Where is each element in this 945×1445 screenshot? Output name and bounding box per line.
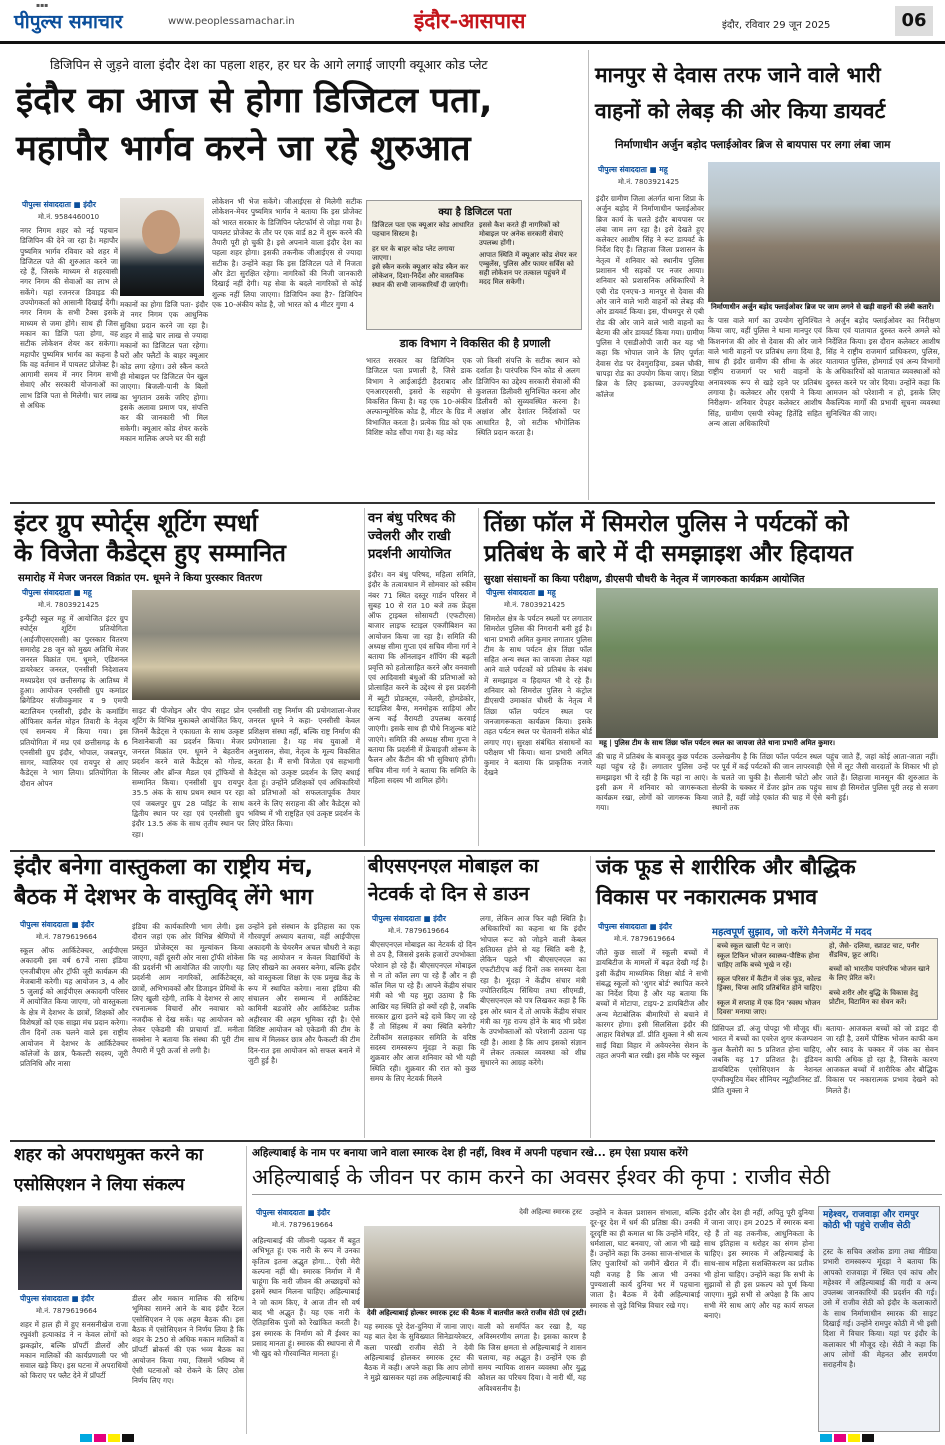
cadets-award-photo bbox=[132, 590, 360, 700]
story4-headline-3[interactable]: प्रदर्शनी आयोजित bbox=[368, 547, 451, 562]
story10-body-col2: यह स्मारक पूरे देश-दुनिया में जाना जाए। यह बात देश के सुविख्यात सिनेडायरेक्टर, कला पारखी राजीव सेठी ने देवी अहिल्याबाई होलकर स्मारक ट्रस्ट की बैठक में कही। अपने कहा कि आप लोगों ने मुझे खासकर यहां तक अहिल्याबाई की bbox=[364, 1322, 474, 1383]
story1-body-col5: जो किसी संपत्ति के सटीक स्थान को दर्शाता है। पारंपरिक पिन कोड से अलग डिजिपिन का उद्देश्य सरकारी सेवाओं की कुशलता डिलीवरी सुनिश्चित करना और डिलीवरी को सुव्यवस्थित करना है। अक्षांश और देशांतर निर्देशांकों पर आधारित है, जो सटीक भौगोलिक स्थिति प्रदान करता है। bbox=[476, 356, 580, 438]
sidebar-body: ट्रस्ट के सचिव अशोक डागा तथा मीडिया प्रभारी रामस्वरूप मूंदड़ा ने बताया कि आपको राजवाड़ा में स्थित एवं कांच और महेश्वर में अहिल्याबाई की गादी व अन्य उपलब्ध जानकारियों की प्रदर्शन की गई। उसे में राजीव सेठी को इंदौर के कलाकारों के साथ निर्माणाधीन स्मारक की साइट दिखाई गई। उन्होंने रामपुर कोठी में भी इसी दिशा में विचार किया। यहां पर इंदौर के कलाकार भी मौजूद रहे। सेठी ने कहा कि आप लोगों की मेहनत और समर्पण सराहनीय है। bbox=[823, 1247, 937, 1370]
story2-byline: पीपुल्स संवाददाता ■ महू bbox=[598, 165, 668, 174]
story10-side-label: देवी अहिल्या स्मारक ट्रस्ट bbox=[519, 1208, 582, 1216]
story1-body-col1: नगर निगम शहर को नई पहचान डिजिपिन की देने जा रहा है। महापौर पुष्यमित्र भार्गव रविवार को शहर में डिजिटल पते की शुरुआत करने जा रहे हैं, जिसके माध्यम से शहरवासी नगर निगम की सेवाओं का लाभ ले सकेंगे। यहां रजनरज डिवाइड की उपयोगकर्ता को आसानी दिखाई देंगी। नगर निगम के सभी टैक्स इसके माध्यम से जमा होंगे। साथ ही जिस मकान का डिजि पता होगा, वह सटीक लोकेशन शेयर कर सकेगा। महापौर पुष्यमित्र भार्गव का कहना है कि वह वर्तमान में पायलट प्रोजेक्ट है। आगामी समय में नगर निगम सभी सेवाएं और सरकारी योजनाओं का लाभ डिजि पता से मिलेगी। चार लाख से अधिक bbox=[20, 226, 118, 411]
story1-body-col4: भारत सरकार का डिजिपिन एक डिजिटल पता प्रणाली है, जिसे डाक विभाग ने आईआईटी हैदराबाद और एनआरएससी, इसरो के सहयोग से विकसित किया है। यह एक 10-अंकीय अल्फान्यूमेरिक कोड है, मीटर के ग्रिड में विभाजित करता है। प्रत्येक ग्रिड को एक विशिष्ट कोड सौंपा गया है। यह कोड bbox=[366, 356, 472, 438]
story5-body-col4: पहुंच जाते हैं, जहां कोई आता-जाता नहीं। ऐसे में लूट जैसी वारदातों के शिकार भी हो जाते हैं। लिहाजा मानसून की शुरुआत के साथ ही सिमरोल पुलिस पूरी तरह से सजग बनी हुई। bbox=[826, 752, 938, 803]
story9-byline: पीपुल्स संवाददाता ■ इंदौर bbox=[20, 1294, 94, 1303]
story3-mobile: मो.नं. 7803921425 bbox=[38, 601, 100, 609]
column-divider bbox=[364, 508, 365, 846]
registration-mark-cyan bbox=[80, 1434, 92, 1442]
website-url[interactable]: www.peoplessamachar.in bbox=[168, 16, 295, 27]
tip-right-1: हो, जैसे- दलिया, स्प्राउट चाट, पनीर सैंडविच, फ्रूट आदि। bbox=[829, 942, 920, 959]
date-line: इंदौर, रविवार 29 जून 2025 bbox=[722, 20, 831, 31]
registration-mark-magenta bbox=[834, 1434, 846, 1442]
story8-body-col3: बताया- आजकल बच्चों को जो डाइट दी जा रही है, उसमें पौष्टिक भोजन काफी कम और स्वाद के चक्कर में जंक का सेवन काफी अधिक हो रहा है, जिसके कारण आजकल बच्चों में शारीरिक और बौद्धिक विकास पर नकारात्मक प्रभाव देखने को मिलते हैं। bbox=[826, 1024, 938, 1095]
story7-body-col1: बीएसएनएल मोबाइल का नेटवर्क दो दिन से ठप है, जिससे इसके हजारों उपभोक्ता परेशान हो रहे हैं। बीएसएनएल मोबाइल से न तो कॉल लग पा रहे हैं और न ही कॉल मिल पा रहे हैं। आपने केंद्रीय संचार मंत्री को भी यह मुद्दा उठाया है कि आखिर यह स्थिति हो क्यों रही है, जबकि सरकार द्वारा इतने बड़े दावे किए जा रहे हैं तो सिंहस्थ में क्या स्थिति बनेगी? टेलीकॉम सलाहकार समिति के वरिष्ठ सदस्य रामस्वरूप मूंदड़ा ने कहा कि शुक्रवार और आज शनिवार को भी यही स्थिति रही। शुक्रवार की रात को कुछ समय के लिए नेटवर्क मिलने bbox=[370, 940, 476, 1083]
story5-body-col2: की चाह में प्रतिबंध के बावजूद कुछ पर्यटक यहां पहुंच रहे हैं। लगातार पुलिस उन्हें समझाइश भी दे रही है कि यहां ना आएं। इसी क्रम में शनिवार को जागरूकता कार्यक्रम रखा, लोगों को जागरूक किया गया। bbox=[596, 752, 708, 813]
story2-headline-2[interactable]: वाहनों को लेबड़ की ओर किया डायवर्ट bbox=[595, 99, 886, 123]
story6-headline-1[interactable]: इंदौर बनेगा वास्तुकला का राष्ट्रीय मंच, bbox=[14, 855, 313, 880]
story10-body-col4: उन्होंने न केवल प्रशासन संभाला, बल्कि दूर-दूर देश में धर्म की प्रतिष्ठा की। उनकी दूरदृष्टि का ही कमाल था कि उन्होंने मंदिर, धर्मशाला, घाट बनवाए, जो आज भी खड़े हैं। उन्होंने कहा कि उनका साज-संभाल के लिए पुजारियों को जमीनें खैरात में दीं। यही वजह है कि आज भी उनका पुण्यशाली कार्य दुनिया भर में पहचाना जाता है। बैठक में देवी अहिल्याबाई स्मारक से जुड़े विभिन्न विचार रखे गए। bbox=[590, 1208, 700, 1310]
section-rule bbox=[10, 502, 935, 504]
story7-byline: पीपुल्स संवाददाता ■ इंदौर bbox=[372, 914, 446, 923]
association-group-photo bbox=[18, 1206, 242, 1290]
police-tincha-fall-photo bbox=[596, 588, 938, 738]
story8-deck: महत्वपूर्ण सुझाव, जो करेंगे मैनेजमेंट में मदद bbox=[712, 927, 872, 938]
story1-byline: पीपुल्स संवाददाता ■ इंदौर bbox=[22, 200, 96, 209]
registration-mark-black bbox=[122, 1434, 134, 1442]
story7-body-col2: लगा, लेकिन आज फिर वही स्थिति है। अधिकारियों का कहना था कि इंदौर भोपाल रूट को जोड़ने वाली केबल क्षतिग्रस्त होने से यह स्थिति बनी है, लेकिन पहले भी बीएसएनएल का एफटीटीएच कई दिनों तक समस्या देता रहा है। मूंदड़ा ने केंद्रीय संचार मंत्री ज्योतिरादित्य सिंधिया तथा सीएमडी, बीएसएनएल को पत्र लिखकर कहा है कि इस ओर ध्यान दें तो आपके केंद्रीय संचार मंत्री का गृह राज्य होने के बाद भी प्रदेश के उपभोक्ताओं को परेशानी उठाना पड़ रही है। आशा है कि आप इसको संज्ञान में लेकर तत्काल व्यवस्था को शीघ्र सुधारने का आग्रह करेंगे। bbox=[480, 914, 586, 1068]
sidebar-box bbox=[818, 1206, 940, 1432]
story3-byline: पीपुल्स संवाददाता ■ महू bbox=[22, 588, 92, 597]
info-box-right-2: आपात स्थिति में क्यूआर कोड शेयर कर एम्बुलेंस, पुलिस और फायर सर्विस को सही लोकेशन पर तत्काल पहुंचने में मदद मिल सकेगी। bbox=[479, 251, 577, 286]
story2-deck: निर्माणाधीन अर्जुन बड़ोद फ्लाईओवर ब्रिज से बायपास पर लगा लंबा जाम bbox=[615, 139, 891, 151]
section-title: इंदौर-आसपास bbox=[414, 9, 526, 33]
registration-mark-cyan bbox=[820, 1434, 832, 1442]
column-divider bbox=[364, 856, 365, 1138]
traffic-jam-photo bbox=[708, 162, 940, 302]
story5-photo-caption: महू | पुलिस टीम के साथ तिंछा फॉल पर्यटन स्थल का जायजा लेते थाना प्रभारी अमित कुमार। bbox=[596, 738, 938, 749]
page-number: 06 bbox=[895, 6, 933, 36]
paper-logo[interactable]: पीपुल्स समाचार bbox=[14, 11, 123, 33]
mayor-portrait-photo bbox=[120, 198, 204, 296]
story2-body-col1: इंदौर ग्रामीण जिला अंतर्गत थाना शिप्रा के अर्जुन बड़ोद में निर्माणाधीन फ्लाईओवर ब्रिज कार्य के चलते इंदौर बायपास पर लंबा जाम लग रहा है। इसे देखते हुए कलेक्टर आशीष सिंह ने रूट डायवर्ट के निर्देश दिए हैं। लिहाजा जिला प्रशासन के नेतृत्व में शनिवार को स्थानीय पुलिस प्रशासन भी सड़कों पर नजर आया। शनिवार को प्रशासनिक अधिकारियों ने एबी रोड एनएच-3 मानपुर से देवास की ओर जाने वाले भारी वाहनों को लेबड़ की ओर डायवर्ट किया। इस, पीथमपुर से एबी रोड की ओर जाने वाले भारी वाहनों का बेटमा की ओर डायवर्ट किया गया। ग्रामीण पुलिस ने एसडीओपी जारी कर यह भी कहा कि भोपाल जाने के लिए पूर्णतः देवास रोड पर देवगुराड़िया, डबल चौकी, चापड़ा रोड का उपयोग किया जाए। शिप्रा ब्रिज के लिए इकाच्या, उज्ज्यपुरिया कॉलेज bbox=[596, 194, 704, 399]
story1-body-col2: मकानों का होगा डिजि पता- इंदौर में नगर निगम एक आधुनिक सुविधा प्रदान करने जा रहा है। शहर में साढ़े चार लाख से ज्यादा मकानों का डिजिटल पता रहेगा। घरों और फ्लैटों के बाहर क्यूआर कोड लगा रहेगा। उसे स्कैन करते ही मोबाइल पर डिजिटल पेन खुल जाएगा। बिजली-पानी के बिलों का भुगतान उसके जरिए होगा। इसके अलावा प्रमाण पत्र, संपत्ति कर की जानकारी भी मिल सकेगी। क्यूआर कोड शेयर करके मकान मालिक अपने घर की सही bbox=[120, 300, 208, 443]
story1-headline-2[interactable]: महापौर भार्गव करने जा रहे शुरुआत bbox=[16, 129, 471, 169]
story4-headline-1[interactable]: वन बंधु परिषद की bbox=[368, 511, 456, 526]
story5-body-col3: उल्लेखनीय है कि तिंछा फॉल पर्यटन स्थल पर पूर्व में कई पर्यटकों की जान लापरवाही के चलते जा चुकी है। सैलानी फोटो और सेल्फी के चक्कर में डेंजर झोन तक पहुंच जाते हैं, वहीं जोड़े एकांत की चाह में ऐसे स्थानों तक bbox=[712, 752, 822, 813]
story3-headline-1[interactable]: इंटर ग्रुप स्पोर्ट्स शूटिंग स्पर्धा bbox=[14, 509, 258, 537]
story5-body-col1: सिमरोल क्षेत्र के पर्यटन स्थलों पर लगातार सिमरोल पुलिस की निगरानी बनी हुई है। थाना प्रभारी अमित कुमार लगातार पुलिस टीम के साथ पर्यटन क्षेत्र तिंछा फॉल सहित अन्य स्थल का जायजा लेकर यहां आने वाले पर्यटकों को प्रतिबंध के संबंध में समझाइश व हिदायत भी दे रहे हैं। शनिवार को सिमरोल पुलिस ने कंट्रोल डीएसपी उमाकांत चौधरी के नेतृत्व में तिंछा फॉल पर्यटन स्थल पर जनजागरूकता कार्यक्रम किया। इसके तहत पर्यटन स्थल पर चेतावनी संकेत बोर्ड लगाए गए। सुरक्षा संबंधित संसाधनों का परीक्षण भी किया। थाना प्रभारी अमित कुमार ने बताया कि प्राकृतिक नजारे देखने bbox=[484, 614, 592, 778]
trust-meeting-photo bbox=[364, 1226, 586, 1308]
info-box-right-1: इससे कैश करते ही नागरिकों को मोबाइल पर अनेक सरकारी सेवाएं उपलब्ध होंगी। bbox=[479, 221, 564, 247]
column-divider bbox=[246, 1146, 247, 1434]
story10-byline: पीपुल्स संवाददाता ■ इंदौर bbox=[256, 1208, 330, 1217]
story1-body-col3: लोकेशन भी भेज सकेंगे। जीआईएस से मिलेगी सटीक लोकेशन-मेयर पुष्यमित्र भार्गव ने बताया कि इस प्रोजेक्ट को भारत सरकार के डिजिपिन प्लेटफॉर्म से जोड़ा गया है। पायलट प्रोजेक्ट के तौर पर एक वार्ड 82 में शुरू करने की तैयारी पूरी हो चुकी है। इसे अपनाने वाला इंदौर देश का पहला शहर होगा। इसकी तकनीक जीआईएस से ज्यादा सटीक है। उन्होंने कहा कि इस डिजिटल पते में निजता और डेटा सुरक्षित रहेगा। नागरिकों की निजी जानकारी दिखाई नहीं देगी। यह सेवा के बदले नागरिकों से कोई शुल्क नहीं लिया जाएगा। डिजिपिन क्या है?- डिजिपिन एक 10-अंकीय कोड है, जो भारत को 4 मीटर गुणा 4 bbox=[212, 197, 362, 309]
story3-deck: समारोह में मेजर जनरल विक्रांत एम. धूमने ने किया पुरस्कार वितरण bbox=[18, 573, 262, 584]
story9-headline-1[interactable]: शहर को अपराधमुक्त करने का bbox=[14, 1145, 203, 1165]
story10-body-col1: अहिल्याबाई की जीवनी पढ़कर मैं बहुत अभिभूत हूं। एक नारी के रूप में उनका कृतित्व इतना अद्भुत होगा... ऐसी मेरी कल्पना नहीं थी। स्मारक निर्माण में मैं चाहूंगा कि नारी जीवन की अच्छाइयों को इसमें स्थान मिलना चाहिए। अहिल्याबाई ने जो काम किए, वे आज तीन सौ वर्ष बाद भी अद्भुत हैं। यह एक नारी के ऐतिहासिक पुंजों को रेखांकित करती है। इस स्मारक के निर्माण को मैं ईश्वर का प्रसाद मानता हूं। स्मारक की स्थापना से मैं भी खुद को गौरवान्वित मानता हूं। bbox=[252, 1236, 360, 1359]
story10-body-col5: इंदौर और देश ही नहीं, अपितु पूरी दुनिया में जाना जाए। हम 2025 में स्मारक बना रहे हैं तो वह तकनीक, आधुनिकता के साथ इतिहास व धरोहर का संगम होना चाहिए। इस स्मारक में अहिल्याबाई के साथ-साथ महिला सशक्तिकरण का प्रतीक भी होना चाहिए। उन्होंने कहा कि सभी के सुझावों से ही इस प्रकल्प को पूर्ण किया जाएगा। मुझे सभी से अपेक्षा है कि आप सभी मेरे साथ आएं और यह कार्य सफल बनाएं। bbox=[704, 1208, 814, 1320]
logo-tagline-mark: ▪▪▪ bbox=[36, 2, 49, 9]
story1-subhead: डाक विभाग ने विकसित की है प्रणाली bbox=[399, 337, 551, 350]
story6-body-col2: इंडिया की कार्यकारिणी भाग लेगी। इस दौरान जहां एक ओर विभिन्न श्रेणियों में प्रस्तुत प्रोजेक्ट्स का मूल्यांकन किया जाएगा, वहीं दूसरी ओर नासा ट्रॉफी शोकेस की प्रदर्शनी भी आयोजित की जाएगी। यह प्रदर्शनी आम नागरिकों, आर्किटेक्ट्स, छात्रों, अभिभावकों और डिजाइन प्रेमियों के लिए खुली रहेगी, ताकि वे देशभर से आए रचनात्मक विचारों और नवाचार को नजदीक से देख सकें। यह आयोजन को लेकर एकेडमी की प्राचार्या डॉ. मनीता सक्सेना ने बताया कि संस्था की पूरी टीम तैयारी में पूरी ऊर्जा से लगी है। bbox=[132, 922, 244, 1055]
story6-mobile: मो.नं. 7879619664 bbox=[36, 933, 98, 941]
story8-body-col1: जीते कुछ सालों में स्कूली बच्चों में डायबिटीज के मामलों में बढ़त देखी गई है। इसी केंद्रीय माध्यमिक शिक्षा बोर्ड ने सभी संबद्ध स्कूलों को 'शुगर बोर्ड' स्थापित करने का निर्देश दिया है और यह बताया कि बच्चों में मोटापा, टाइप-2 डायबिटीज और अन्य मेटाबोलिक बीमारियों से बचाने में कारगर होगा। इसी सिलसिला इंदौर की आहार विशेषज्ञ डॉ. प्रीति शुक्ला ने श्री सत्य साईं विद्या विहार में अवेयरनेस सेशन के तहत अपनी बात रखी। इस मौके पर स्कूल bbox=[596, 948, 708, 1060]
story8-byline: पीपुल्स संवाददाता ■ इंदौर bbox=[598, 922, 672, 931]
section-rule bbox=[10, 850, 935, 852]
story2-body-col2: के पास वाले मार्ग का उपयोग सुनिश्चित किया जाए, वहीं पुलिस ने थाना मानपुर एवं किशनगंज की ओर से देवास की ओर जाने वाले भारी वाहनों पर प्रतिबंध लगा दिया है, साथ ही इंदौर ग्रामीण की सीमा के अंदर राष्ट्रीय राजमार्ग पर भारी वाहनों के अनावश्यक रूप से खड़े रहने पर प्रतिबंध लगाया है। कलेक्टर और एसपी ने किया निरीक्षण- शनिवार देपहर कलेक्टर आशीष सिंह, ग्रामीण एसपी स्पेक्ट्र हितेंद्रि सहित अन्य आला अधिकारियों bbox=[708, 316, 822, 428]
tip-left-1: बच्चे स्कूल खाली पेट न जाएं। bbox=[717, 942, 792, 950]
story10-photo-caption: देवी अहिल्याबाई होल्कर स्मारक ट्रस्ट की बैठक में बातचीत करते राजीव सेठी एवं ट्रस्टी। bbox=[364, 1308, 586, 1319]
story9-body-col2: डीलर और मकान मालिक की संदिग्ध भूमिका सामने आने के बाद इंदौर रेंटल एसोसिएशन ने एक अहम बैठक की। इस बैठक में एसोसिएशन ने निर्णय लिया है कि शहर के 250 से अधिक मकान मालिकों व प्रॉपर्टी ब्रोकर्स की एक भव्य बैठक का आयोजन किया गया, जिसमें भविष्य में ऐसी घटनाओं को रोकने के लिए ठोस निर्णय लिए गए। bbox=[132, 1294, 244, 1386]
registration-mark-yellow bbox=[848, 1434, 860, 1442]
story4-headline-2[interactable]: ज्वेलरी और राखी bbox=[368, 529, 451, 544]
story8-headline-1[interactable]: जंक फूड से शारीरिक और बौद्धिक bbox=[596, 855, 856, 879]
story4-body: इंदौर। वन बंधु परिषद, महिला समिति, इंदौर के तत्वावधान में सोमवार को स्कीम नंबर 71 स्थित दस्तूर गार्डन परिसर में सुबह 10 से रात 10 बजे तक फ्रेंड्स ऑफ ट्राइबल सोसायटी (एफटीएस) बाजार लाइफ स्टाइल एक्जीबिशन का आयोजन किया जा रहा है। समिति की अध्यक्ष सीमा गुप्ता एवं सचिव मीना गर्ग ने बताया कि ऑनलाइन शॉपिंग की बढ़ती प्रवृत्ति को हतोत्साहित करने और वनवासी एवं आदिवासी बंधुओं की प्रतिभाओं को प्रोत्साहित करने के उद्देश्य से इस प्रदर्शनी में ब्यूटी प्रोडक्ट्स, ज्वेलरी, होमडेकोर, स्टाइलिश बैग्स, मनमोहक साड़ियां और अन्य कई वैरायटी उपलब्ध करवाई जाएंगी। इसके साथ ही पौधे निःशुल्क बांटे जाएंगे। समिति की अध्यक्ष सीमा गुप्ता ने बताया कि प्रदर्शनी में फ्रेंचाइजी शोरूम के फैलन और कैंटीन की भी सुविधाएं होंगी। सचिव मीना गर्ग ने बताया कि समिति के महिला सदस्य भी शामिल होंगे। bbox=[368, 570, 476, 785]
story7-mobile: मो.नं. 7879619664 bbox=[388, 927, 450, 935]
story3-body-col2: साइट बी पीजोइन और पीप साइट प्रोन शूटिंग के विभिन्न मुकाबले आयोजित किए, जिनमें कैडेट्स ने एकाग्रता के साथ उत्कृष्ट निशानेबाजी का प्रदर्शन किया। मेजर जनरल विक्रांत एम. धूमने ने बेहतरीन प्रदर्शन करने वाले कैडेट्स को गोल्ड, सिल्वर और ब्रॉन्ज मैडल एवं ट्रॉफियों से सम्मानित किया। एनसीसी ग्रुप रायपुर 35.5 अंक के साथ प्रथम स्थान पर रहा एवं जबलपुर ग्रुप 28 प्वॉइंट के साथ द्वितीय स्थान पर रहा एवं एनसीसी ग्रुप इंदौर 13.5 अंक के साथ तृतीय स्थान पर रहा। bbox=[132, 706, 244, 839]
column-divider bbox=[588, 50, 589, 500]
story2-photo-caption: निर्माणाधीन अर्जुन बड़ोद फ्लाईओवर ब्रिज पर जाम लगने से खड़ी वाहनों की लंबी कतारें। bbox=[708, 302, 940, 313]
story8-body-col2: प्रिंसिपल डॉ. अंजु पोपट्टा भी मौजूद थीं। भारत में बच्चों का एवरेज शुगर कंजम्पशन कुल कैलोरी का 5 प्रतिशत होना चाहिए, जबकि यह 17 प्रतिशत है। इंडियन डायबिटिक एसोसिएशन के नेशनल एग्जीक्यूटिव मेंबर सीनियर न्यूट्रीशनिस्ट डॉ. प्रीति शुक्ला ने bbox=[712, 1024, 822, 1095]
story8-mobile: मो.नं. 7879619664 bbox=[614, 935, 676, 943]
info-box-left-3: इसे स्कैन करके क्यूआर कोड स्कैन कर लोकेशन, दिशा-निर्देश और वास्तविक स्थान की सभी जानकारियाँ दी जाएंगी। bbox=[372, 263, 469, 289]
section-rule bbox=[10, 1140, 935, 1142]
story6-headline-2[interactable]: बैठक में देशभर के वास्तुविद् लेंगे भाग bbox=[14, 885, 313, 910]
column-divider bbox=[590, 856, 591, 1138]
story2-headline-1[interactable]: मानपुर से देवास तरफ जाने वाले भारी bbox=[595, 63, 881, 87]
info-box-left-2: हर घर के बाहर कोड प्लेट लगाया जाएगा। bbox=[372, 245, 455, 262]
story9-body-col1: शहर में हाल ही में हुए सनसनीखेज राजा रघुवंशी हत्याकांड ने न केवल लोगों को झकझोर, बल्कि प्रॉपर्टी डीलरों और मकान मालिकों की कार्यप्रणाली पर भी सवाल खड़े किए। इस घटना में अपराधियों को किराए पर फ्लैट देने में प्रॉपर्टी bbox=[20, 1320, 128, 1381]
info-box-title: क्या है डिजिटल पता bbox=[438, 207, 512, 218]
registration-mark-black bbox=[862, 1434, 874, 1442]
story3-body-col3: एनसीसी राष्ट्र निर्माण की प्रयोगशाला-मेजर जनरल धूमने ने कहा- एनसीसी केवल प्रशिक्षण संस्था नहीं, बल्कि राष्ट्र निर्माण की प्रयोगशाला है। यह मंच युवाओं में अनुशासन, सेवा, नेतृत्व के मूल्य विकसित करता है। मैं सभी विजेता एवं सहभागी कैडेट्स को उत्कृष्ट प्रदर्शन के लिए बधाई देता हूं। उन्होंने प्रशिक्षकों एवं अधिकारियों को प्रतिभाओं को सफलतापूर्वक तैयार करने के लिए सराहना की और कैडेट्स को भविष्य में भी राष्ट्रहित एवं उत्कृष्ट प्रदर्शन के लिए प्रेरित किया। bbox=[248, 706, 360, 829]
story7-headline-2[interactable]: नेटवर्क दो दिन से डाउन bbox=[368, 883, 530, 905]
story6-body-col3: उन्होंने इसे संस्थान के इतिहास का एक गौरवपूर्ण अध्याय बताया, वहीं आईपीएस अकादमी के चेयरमैन अचल चौधरी ने कहा कि यह आयोजन न केवल विद्यार्थियों के लिए सीखने का अवसर बनेगा, बल्कि इंदौर को वास्तुकला शिक्षा के एक प्रमुख केंद्र के रूप में स्थापित करेगा। नासा इंडिया की संचालन और सम्मान्य में आर्किटेक्ट कामिनी बडजोरे और आर्किटेक्ट प्रतीक अहीरवार की अहम भूमिका रही है। ऐसे विशिष्ट आयोजन को एकेडमी की टीम के साथ में मिलकर छात्र और फैकल्टी की टीम दिन-रात इस आयोजन को सफल बनाने में जुटी हुई है। bbox=[248, 922, 360, 1065]
story9-headline-2[interactable]: एसोसिएशन ने लिया संकल्प bbox=[14, 1175, 185, 1195]
story1-kicker: डिजिपिन से जुड़ने वाला इंदौर देश का पहला शहर, हर घर के आगे लगाई जाएगी क्यूआर कोड प्लेट bbox=[50, 57, 488, 72]
story2-mobile: मो.नं. 7803921425 bbox=[618, 178, 680, 186]
story9-mobile: मो.नं. 7879619664 bbox=[36, 1307, 98, 1315]
story5-deck: सुरक्षा संसाधनों का किया परीक्षण, डीएसपी चौधरी के नेतृत्व में जागरुकता कार्यक्रम आयोजित bbox=[484, 574, 805, 585]
sidebar-title: महेश्वर, राजवाड़ा और रामपुर कोठी भी पहुंचे राजीव सेठी bbox=[823, 1210, 919, 1231]
column-divider bbox=[478, 508, 479, 846]
story10-body-col3: वाली को समर्पित कर रखा है, यह अविस्मरणीय लगता है। इसका कारण है कि जिस क्षमता से अहिल्याबाई ने शासन चलाया, वह अद्भुत है। उन्होंने एक ही समय न्यायिक शासन व्यवस्था और युद्ध कौशल का परिचय दिया। वे नारी थीं, यह अविश्वसनीय है। bbox=[478, 1322, 586, 1393]
story10-kicker: अहिल्याबाई के नाम पर बनाया जाने वाला स्मारक देश ही नहीं, विश्व में अपनी पहचान रखे... हम ऐसा प्रयास करेंगे bbox=[252, 1147, 688, 1159]
story5-headline-2[interactable]: प्रतिबंध के बारे में दी समझाइश और हिदायत bbox=[484, 541, 853, 567]
story1-headline-1[interactable]: इंदौर का आज से होगा डिजिटल पता, bbox=[16, 81, 493, 121]
tip-right-2: बच्चों को भारतीय पारंपरिक भोजन खाने के लिए प्रेरित करें। bbox=[829, 965, 930, 982]
story10-headline[interactable]: अहिल्याबाई के जीवन पर काम करने का अवसर ईश्वर की कृपा : राजीव सेठी bbox=[252, 1166, 942, 1195]
face-shape bbox=[142, 210, 180, 254]
info-box-left-1: डिजिटल पता एक क्यूआर कोड आधारित पहचान सिस्टम है। bbox=[372, 221, 474, 238]
story8-headline-2[interactable]: विकास पर नकारात्मक प्रभाव bbox=[596, 885, 817, 909]
story5-byline: पीपुल्स संवाददाता ■ महू bbox=[486, 588, 556, 597]
registration-mark-magenta bbox=[94, 1434, 106, 1442]
story10-mobile: मो.नं. 7879619664 bbox=[272, 1221, 334, 1229]
info-box-digital-address bbox=[366, 200, 582, 330]
tip-left-3: स्कूल परिसर में कैंटीन में जंक फूड, कोल्ड ड्रिंक्स, चिप्स आदि प्रतिबंधित होने चाहिए। bbox=[717, 975, 822, 992]
tip-left-2: स्कूल टिफिन भोजन स्वास्थ्य-पौष्टिक होना चाहिए ताकि बच्चे भूखे न रहें। bbox=[717, 952, 820, 969]
tips-box bbox=[712, 938, 938, 1020]
story5-mobile: मो.नं. 7803921425 bbox=[504, 601, 566, 609]
story7-headline-1[interactable]: बीएसएनएल मोबाइल का bbox=[368, 855, 539, 877]
tip-right-3: बच्चे शरीर और बुद्धि के विकास हेतु प्रोटीन, विटामिन का सेवन करें। bbox=[829, 989, 918, 1006]
tip-left-4: स्कूल में सप्ताह में एक दिन 'स्वस्थ भोजन दिवस' मनाया जाए। bbox=[717, 999, 821, 1016]
story1-mobile: मो.नं. 9584460010 bbox=[38, 213, 100, 221]
story3-headline-2[interactable]: के विजेता कैडेट्स हुए सम्मानित bbox=[14, 539, 286, 567]
registration-mark-yellow bbox=[108, 1434, 120, 1442]
story6-byline: पीपुल्स संवाददाता ■ इंदौर bbox=[20, 920, 94, 929]
story5-headline-1[interactable]: तिंछा फॉल में सिमरोल पुलिस ने पर्यटकों को bbox=[484, 511, 849, 537]
story2-body-col3: ने अर्जुन बड़ोद फ्लाईओवर का निरीक्षण किया एवं यातायात दुरुस्त करने अमले को निर्देशित किया। इस दौरान कलेक्टर आशीष सिंह ने राष्ट्रीय राजमार्ग प्राधिकरण, पुलिस, यातायात पुलिस, होमगार्ड एवं अन्य विभागों के अधिकारियों को यातायात व्यवस्थाओं को दुरुस्त करने पर जोर दिया। उन्होंने कहा कि आमजन को परेशानी न हो, इसके लिए वैकल्पिक मार्गों की प्रभावी सूचना व्यवस्था सुनिश्चित की जाए। bbox=[826, 316, 940, 418]
story3-body-col1: इन्फैंट्री स्कूल महू में आयोजित इंटर ग्रुप स्पोर्ट्स शूटिंग प्रतियोगिता (आईजीएसएससी) का पुरस्कार वितरण समारोह 28 जून को मुख्य अतिथि मेजर जनरल विक्रांत एम. धूमने, एडिशनल डायरेक्टर जनरल, एनसीसी निदेशालय मध्यप्रदेश एवं छत्तीसगढ़ के आतिथ्य में हुआ। आयोजन एनसीसी ग्रुप कमांडर ब्रिगेडियर संजीवकुमार व 9 एमपी बटालियन एनसीसी, इंदौर के कमांडिंग ऑफिसर कर्नल मोहन तिवारी के नेतृत्व एवं समन्वय में किया गया। इस प्रतियोगिता में मप्र एवं छत्तीसगढ़ के 6 एनसीसी ग्रुप इंदौर, भोपाल, जबलपुर, सागर, ग्वालियर एवं रायपुर से आए कैडेट्स ने भाग लिया। प्रतियोगिता के दौरान ओपन bbox=[20, 614, 128, 788]
masthead bbox=[0, 0, 945, 44]
story6-body-col1: स्कूल ऑफ आर्किटेक्चर, आईपीएस अकादमी इस वर्ष 67वें नासा इंडिया एनजीबीएम और ट्रॉफी जूरी कार्यक्रम की मेजबानी करेगी। यह आयोजन 3, 4 और 5 जुलाई को आईपीएस अकादमी परिसर में आयोजित किया जाएगा, जो वास्तुकला के क्षेत्र में देशभर के छात्रों, शिक्षकों और विशेषज्ञों को एक साझा मंच प्रदान करेगा। तीन दिनों तक चलने वाले इस राष्ट्रीय आयोजन में देशभर के आर्किटेक्चर कॉलेजों के छात्र, फैकल्टी सदस्य, जूरी प्रतिनिधि और नासा bbox=[20, 946, 128, 1069]
